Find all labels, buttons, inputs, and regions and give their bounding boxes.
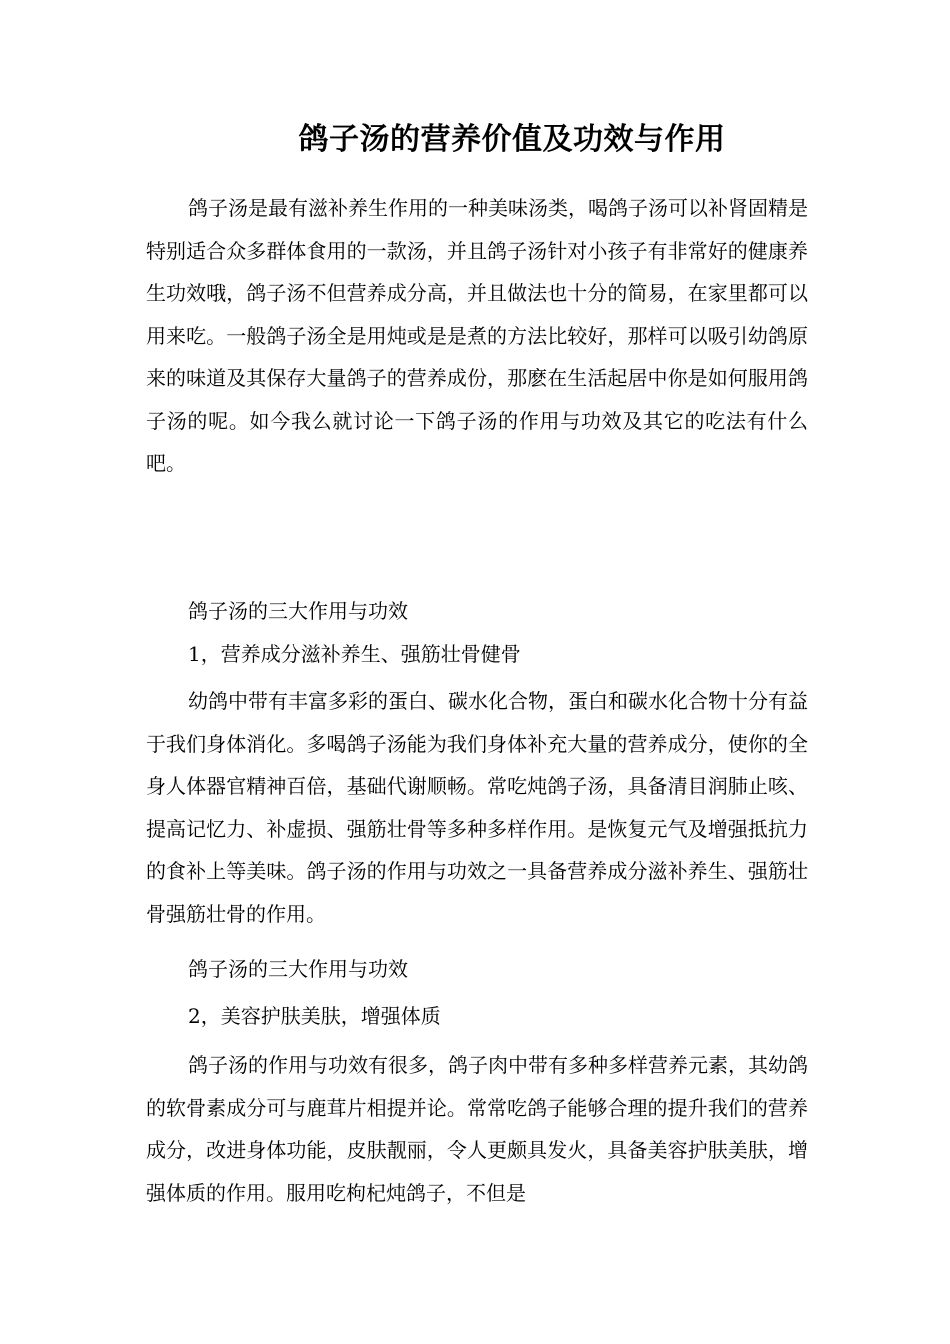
section-2-heading: 鸽子汤的三大作用与功效 bbox=[188, 957, 408, 981]
intro-paragraph: 鸽子汤是最有滋补养生作用的一种美味汤类，喝鸽子汤可以补肾固精是特别适合众多群体食用的一款汤，并且鸽子汤针对小孩子有非常好的健康养生功效哦，鸽子汤不但营养成分高，并且做法也十分的简易，在家里都可以用来吃。一般鸽子汤全是用炖或是是煮的方法比较好，那样可以吸引幼鸽原来的味道及其保存大量鸽子的营养成份，那麽在生活起居中你是如何服用鸽子汤的呢。如今我么就讨论一下鸽子汤的作用与功效及其它的吃法有什么吧。 bbox=[146, 196, 808, 475]
section-1-heading: 鸽子汤的三大作用与功效 bbox=[188, 599, 408, 623]
document-title: 鸽子汤的营养价值及功效与作用 bbox=[298, 122, 726, 157]
section-1-paragraph: 幼鸽中带有丰富多彩的蛋白、碳水化合物，蛋白和碳水化合物十分有益于我们身体消化。多喝鸽子汤能为我们身体补充大量的营养成分，使你的全身人体器官精神百倍，基础代谢顺畅。常吃炖鸽子汤，具备清目润肺止咳、提高记忆力、补虚损、强筋壮骨等多种多样作用。是恢复元气及增强抵抗力的食补上等美味。鸽子汤的作用与功效之一具备营养成分滋补养生、强筋壮骨强筋壮骨的作用。 bbox=[146, 689, 808, 926]
section-2-paragraph: 鸽子汤的作用与功效有很多，鸽子肉中带有多种多样营养元素，其幼鸽的软骨素成分可与鹿茸片相提并论。常常吃鸽子能够合理的提升我们的营养成分，改进身体功能，皮肤靓丽，令人更颇具发火，具备美容护肤美肤，增强体质的作用。服用吃枸杞炖鸽子，不但是 bbox=[146, 1053, 808, 1205]
section-1-subheading: 1，营养成分滋补养生、强筋壮骨健骨 bbox=[188, 642, 521, 666]
section-2-subheading: 2，美容护肤美肤，增强体质 bbox=[188, 1004, 441, 1028]
